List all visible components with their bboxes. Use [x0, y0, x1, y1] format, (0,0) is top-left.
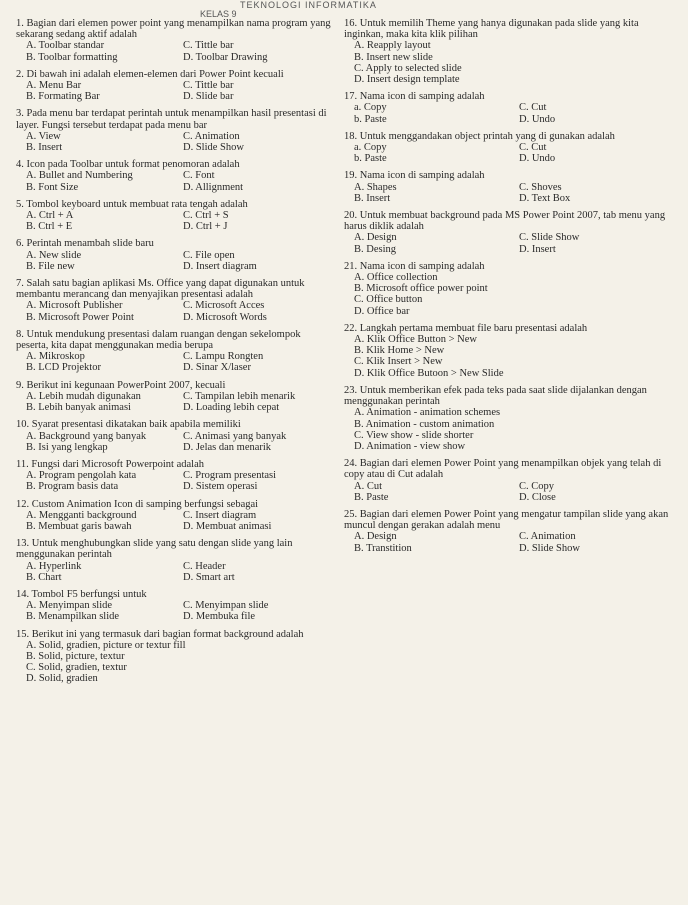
question-item	[16, 459, 334, 493]
answer-option: D. Animation - view show	[354, 440, 466, 452]
answer-options	[16, 351, 334, 373]
page-header	[140, 0, 480, 18]
question-item	[344, 385, 678, 452]
answer-option: B. Isi yang lengkap	[26, 441, 108, 453]
answer-options	[16, 250, 334, 272]
answer-options	[344, 334, 678, 379]
question-item	[344, 170, 678, 204]
answer-options	[16, 131, 334, 153]
answer-option: A. Solid, gradien, picture or textur fill	[26, 639, 186, 651]
answer-option: C. Menyimpan slide	[183, 600, 269, 612]
answer-option: C. Program presentasi	[183, 470, 277, 482]
answer-option: B. Paste	[354, 491, 389, 503]
answer-options	[344, 232, 678, 254]
answer-options	[344, 531, 678, 553]
answer-option: C. Microsoft Acces	[183, 300, 265, 312]
answer-options	[16, 170, 334, 192]
answer-option: D. Allignment	[183, 181, 244, 193]
class-label: KELAS 9	[200, 9, 237, 19]
question-stem: 17. Nama icon di samping adalah	[344, 91, 485, 103]
answer-option: A. Mengganti background	[26, 509, 137, 521]
question-item	[16, 380, 334, 414]
question-item	[16, 278, 334, 323]
answer-option: D. Loading lebih cepat	[183, 402, 280, 414]
question-stem: 15. Berikut ini yang termasuk dari bagian format background adalah	[16, 628, 304, 640]
answer-option: C. Solid, gradien, textur	[26, 662, 127, 674]
answer-option: D. Slide bar	[183, 91, 234, 103]
answer-option: B. Microsoft office power point	[354, 283, 488, 295]
answer-option: B. Insert	[26, 142, 63, 154]
question-stem: 14. Tombol F5 berfungsi untuk	[16, 588, 147, 600]
answer-option: B. Chart	[26, 571, 62, 583]
answer-options	[344, 40, 678, 85]
left-question-column	[16, 18, 334, 691]
answer-option: B. Ctrl + E	[26, 221, 73, 233]
answer-option: B. Font Size	[26, 181, 79, 193]
answer-option: D. Slide Show	[183, 142, 244, 154]
answer-option: D. Membuat animasi	[183, 520, 272, 532]
answer-option: A. Background yang banyak	[26, 430, 147, 442]
answer-option: C. Cut	[519, 102, 547, 114]
answer-option: D. Solid, gradien	[26, 673, 98, 685]
question-stem: 19. Nama icon di samping adalah	[344, 170, 485, 182]
answer-options	[16, 470, 334, 492]
answer-options	[16, 210, 334, 232]
answer-option: C. Insert diagram	[183, 509, 257, 521]
answer-option: D. Microsoft Words	[183, 311, 267, 323]
answer-option: D. Insert diagram	[183, 260, 257, 272]
question-stem: 23. Untuk memberikan efek pada teks pada saat slide dijalankan dengan menggunakan perintah	[344, 384, 647, 408]
answer-option: B. File new	[26, 260, 75, 272]
question-item	[344, 458, 678, 503]
question-item	[16, 419, 334, 453]
answer-option: B. LCD Projektor	[26, 362, 101, 374]
answer-option: D. Text Box	[519, 192, 571, 204]
answer-options	[16, 600, 334, 622]
answer-option: D. Undo	[519, 153, 556, 165]
question-stem: 16. Untuk memilih Theme yang hanya digunakan pada slide yang kita inginkan, maka kita klik pilihan	[344, 18, 639, 41]
answer-option: C. Tittle bar	[183, 80, 234, 92]
answer-option: A. View	[26, 130, 61, 142]
question-stem: 24. Bagian dari elemen Power Point yang menampilkan objek yang telah di copy atau di Cut adalah	[344, 458, 662, 481]
answer-option: B. Formating Bar	[26, 91, 100, 103]
question-item	[344, 261, 678, 317]
answer-option: B. Toolbar formatting	[26, 51, 118, 63]
answer-option: A. Office collection	[354, 272, 438, 284]
answer-option: D. Sistem operasi	[183, 481, 258, 493]
question-item	[16, 538, 334, 583]
answer-option: C. Office button	[354, 294, 423, 306]
answer-option: C. Animasi yang banyak	[183, 430, 287, 442]
answer-options	[344, 142, 678, 164]
question-item	[16, 329, 334, 374]
answer-option: D. Smart art	[183, 571, 235, 583]
answer-option: A. Reapply layout	[354, 40, 431, 52]
question-stem: 18. Untuk menggandakan object printah yang di gunakan adalah	[344, 130, 615, 142]
answer-option: B. Solid, picture, textur	[26, 650, 125, 662]
question-item	[16, 199, 334, 233]
answer-options	[344, 182, 678, 204]
question-item	[344, 323, 678, 379]
answer-option: D. Membuka file	[183, 611, 256, 623]
answer-option: C. Shoves	[519, 181, 562, 193]
answer-option: B. Insert	[354, 192, 391, 204]
answer-option: B. Klik Home > New	[354, 345, 445, 357]
answer-option: D. Toolbar Drawing	[183, 51, 268, 63]
question-item	[344, 91, 678, 125]
answer-option: a. Copy	[354, 102, 387, 114]
answer-option: A. Microsoft Publisher	[26, 300, 123, 312]
question-item	[16, 238, 334, 272]
answer-options	[16, 40, 334, 62]
answer-option: C. Animation	[519, 531, 576, 543]
answer-option: C. File open	[183, 249, 235, 261]
answer-option: a. Copy	[354, 142, 387, 154]
answer-options	[16, 561, 334, 583]
answer-option: C. Klik Insert > New	[354, 356, 443, 368]
answer-option: C. Tittle bar	[183, 40, 234, 52]
question-stem: 22. Langkah pertama membuat file baru presentasi adalah	[344, 322, 588, 334]
answer-option: D. Office bar	[354, 305, 410, 317]
question-stem: 2. Di bawah ini adalah elemen-elemen dari Power Point kecuali	[16, 68, 284, 80]
answer-option: D. Sinar X/laser	[183, 362, 251, 374]
question-item	[344, 18, 678, 85]
answer-option: C. Copy	[519, 480, 555, 492]
answer-option: D. Klik Office Butoon > New Slide	[354, 367, 504, 379]
answer-option: A. Hyperlink	[26, 560, 82, 572]
question-stem: 9. Berikut ini kegunaan PowerPoint 2007, kecuali	[16, 379, 226, 391]
answer-option: A. Klik Office Button > New	[354, 334, 477, 346]
answer-option: C. Font	[183, 170, 215, 182]
answer-option: C. Ctrl + S	[183, 210, 229, 222]
answer-options	[16, 80, 334, 102]
question-item	[16, 499, 334, 533]
question-stem: 1. Bagian dari elemen power point yang menampilkan nama program yang sekarang sedang aktif adalah	[16, 18, 331, 41]
answer-option: C. Cut	[519, 142, 547, 154]
answer-option: B. Menampilkan slide	[26, 611, 120, 623]
question-item	[16, 108, 334, 153]
question-stem: 3. Pada menu bar terdapat perintah untuk menampilkan hasil presentasi di layer. Fungsi tersebut terdapat pada menu bar	[16, 108, 327, 131]
question-item	[16, 629, 334, 685]
question-stem: 7. Salah satu bagian aplikasi Ms. Office yang dapat digunakan untuk membantu merancang dan menyajikan presentasi adalah	[16, 278, 305, 301]
answer-option: B. Desing	[354, 243, 396, 255]
answer-option: B. Animation - custom animation	[354, 418, 495, 430]
answer-options	[16, 510, 334, 532]
answer-options	[344, 407, 678, 452]
question-stem: 5. Tombol keyboard untuk membuat rata tengah adalah	[16, 198, 248, 210]
answer-option: B. Program basis data	[26, 481, 119, 493]
answer-option: b. Paste	[354, 153, 387, 165]
answer-option: D. Ctrl + J	[183, 221, 228, 233]
answer-option: D. Close	[519, 491, 556, 503]
answer-option: D. Slide Show	[519, 542, 580, 554]
answer-option: D. Jelas dan menarik	[183, 441, 272, 453]
answer-option: B. Insert new slide	[354, 51, 433, 63]
answer-option: A. Design	[354, 531, 397, 543]
question-stem: 21. Nama icon di samping adalah	[344, 260, 485, 272]
answer-option: A. New slide	[26, 249, 82, 261]
question-stem: 13. Untuk menghubungkan slide yang satu dengan slide yang lain menggunakan perintah	[16, 538, 293, 561]
answer-options	[344, 272, 678, 317]
answer-option: D. Insert design template	[354, 74, 460, 86]
answer-option: B. Lebih banyak animasi	[26, 402, 131, 414]
answer-option: C. Tampilan lebih menarik	[183, 390, 296, 402]
answer-option: B. Membuat garis bawah	[26, 520, 132, 532]
subject-title: TEKNOLOGI INFORMATIKA	[240, 0, 377, 10]
answer-options	[344, 102, 678, 124]
answer-option: C. Apply to selected slide	[354, 62, 462, 74]
answer-option: C. Header	[183, 560, 226, 572]
question-stem: 25. Bagian dari elemen Power Point yang mengatur tampilan slide yang akan muncul dengan gerakan adalah menu	[344, 508, 669, 532]
answer-option: A. Mikroskop	[26, 351, 85, 363]
question-stem: 4. Icon pada Toolbar untuk format penomoran adalah	[16, 159, 240, 171]
question-item	[16, 589, 334, 623]
answer-option: A. Ctrl + A	[26, 210, 74, 222]
answer-options	[344, 481, 678, 503]
question-item	[16, 69, 334, 103]
answer-option: C. View show - slide shorter	[354, 429, 474, 441]
answer-options	[16, 431, 334, 453]
answer-option: A. Toolbar standar	[26, 40, 105, 52]
answer-option: A. Bullet and Numbering	[26, 170, 133, 182]
question-stem: 20. Untuk membuat background pada MS Power Point 2007, tab menu yang harus diklik adalah	[344, 210, 666, 233]
answer-option: b. Paste	[354, 113, 387, 125]
question-item	[16, 18, 334, 63]
answer-option: A. Menu Bar	[26, 80, 82, 92]
question-stem: 11. Fungsi dari Microsoft Powerpoint adalah	[16, 458, 205, 470]
answer-option: B. Transtition	[354, 542, 412, 554]
answer-option: A. Menyimpan slide	[26, 600, 113, 612]
answer-options	[16, 300, 334, 322]
answer-options	[16, 391, 334, 413]
question-item	[344, 509, 678, 554]
answer-option: C. Slide Show	[519, 232, 580, 244]
question-stem: 8. Untuk mendukung presentasi dalam ruangan dengan sekelompok peserta, kita dapat menggunakan media berupa	[16, 328, 301, 352]
question-item	[344, 210, 678, 255]
answer-option: D. Insert	[519, 243, 556, 255]
question-stem: 10. Syarat presentasi dikatakan baik apabila memiliki	[16, 419, 241, 431]
answer-option: A. Cut	[354, 480, 383, 492]
question-stem: 12. Custom Animation Icon di samping berfungsi sebagai	[16, 498, 259, 510]
question-item	[16, 159, 334, 193]
answer-option: A. Lebih mudah digunakan	[26, 390, 141, 402]
answer-option: D. Undo	[519, 113, 556, 125]
answer-option: C. Animation	[183, 130, 240, 142]
answer-option: C. Lampu Rongten	[183, 351, 264, 363]
question-item	[344, 131, 678, 165]
answer-options	[16, 640, 334, 685]
answer-option: B. Microsoft Power Point	[26, 311, 134, 323]
answer-option: A. Program pengolah kata	[26, 470, 137, 482]
question-stem: 6. Perintah menambah slide baru	[16, 238, 154, 250]
answer-option: A. Animation - animation schemes	[354, 407, 501, 419]
right-question-column	[344, 18, 678, 560]
answer-option: A. Shapes	[354, 181, 397, 193]
answer-option: A. Design	[354, 232, 397, 244]
